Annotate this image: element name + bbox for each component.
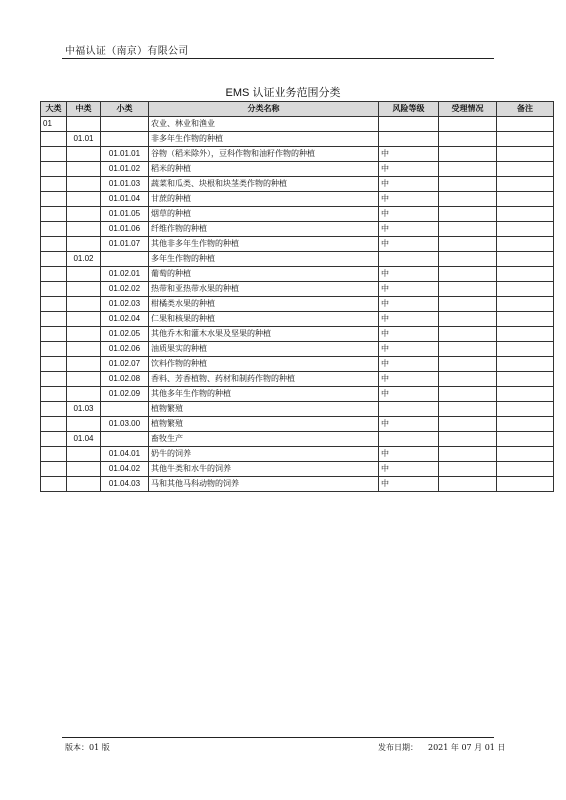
table-row [41, 237, 554, 252]
major-category-cell [41, 297, 67, 312]
middle-category-cell [67, 267, 101, 282]
major-category-cell [41, 267, 67, 282]
table-row [41, 432, 554, 447]
remarks-cell [497, 432, 554, 447]
remarks-cell [497, 342, 554, 357]
acceptance-status-cell [439, 372, 497, 387]
risk-level-cell: 中 [379, 267, 439, 282]
middle-category-cell [67, 117, 101, 132]
minor-category-cell [101, 117, 149, 132]
header-major-category: 大类 [41, 102, 67, 117]
table-row [41, 222, 554, 237]
middle-category-cell [67, 462, 101, 477]
risk-level-cell: 中 [379, 447, 439, 462]
table-row [41, 252, 554, 267]
middle-category-cell: 01.04 [67, 432, 101, 447]
category-name-cell: 其他牛类和水牛的饲养 [149, 462, 379, 477]
remarks-cell [497, 402, 554, 417]
table-row [41, 147, 554, 162]
minor-category-cell: 01.04.02 [101, 462, 149, 477]
middle-category-cell [67, 417, 101, 432]
table-row [41, 162, 554, 177]
acceptance-status-cell [439, 192, 497, 207]
release-date-value: 2021 年 07 月 01 日 [428, 743, 506, 752]
remarks-cell [497, 132, 554, 147]
major-category-cell [41, 222, 67, 237]
remarks-cell [497, 297, 554, 312]
middle-category-cell [67, 147, 101, 162]
middle-category-cell [67, 192, 101, 207]
acceptance-status-cell [439, 462, 497, 477]
major-category-cell [41, 237, 67, 252]
table-row [41, 327, 554, 342]
risk-level-cell: 中 [379, 327, 439, 342]
risk-level-cell [379, 252, 439, 267]
major-category-cell [41, 207, 67, 222]
acceptance-status-cell [439, 207, 497, 222]
acceptance-status-cell [439, 237, 497, 252]
remarks-cell [497, 372, 554, 387]
minor-category-cell: 01.02.02 [101, 282, 149, 297]
middle-category-cell: 01.03 [67, 402, 101, 417]
risk-level-cell: 中 [379, 462, 439, 477]
category-name-cell: 马和其他马科动物的饲养 [149, 477, 379, 492]
remarks-cell [497, 477, 554, 492]
table-row [41, 342, 554, 357]
acceptance-status-cell [439, 357, 497, 372]
category-name-cell: 热带和亚热带水果的种植 [149, 282, 379, 297]
major-category-cell [41, 192, 67, 207]
minor-category-cell: 01.02.04 [101, 312, 149, 327]
risk-level-cell: 中 [379, 192, 439, 207]
major-category-cell [41, 462, 67, 477]
table-row [41, 312, 554, 327]
major-category-cell [41, 357, 67, 372]
remarks-cell [497, 222, 554, 237]
category-name-cell: 多年生作物的种植 [149, 252, 379, 267]
risk-level-cell: 中 [379, 282, 439, 297]
risk-level-cell: 中 [379, 147, 439, 162]
document-title: EMS 认证业务范围分类 [225, 87, 341, 99]
release-date-label: 发布日期： [378, 743, 418, 752]
header-remarks: 备注 [497, 102, 554, 117]
acceptance-status-cell [439, 327, 497, 342]
header-minor-category: 小类 [101, 102, 149, 117]
risk-level-cell [379, 117, 439, 132]
footer-divider [62, 737, 494, 738]
category-name-cell: 饮料作物的种植 [149, 357, 379, 372]
acceptance-status-cell [439, 267, 497, 282]
major-category-cell [41, 132, 67, 147]
minor-category-cell: 01.02.07 [101, 357, 149, 372]
category-name-cell: 谷物（稻米除外），豆科作物和油籽作物的种植 [149, 147, 379, 162]
middle-category-cell [67, 372, 101, 387]
major-category-cell [41, 402, 67, 417]
category-name-cell: 烟草的种植 [149, 207, 379, 222]
risk-level-cell: 中 [379, 222, 439, 237]
remarks-cell [497, 417, 554, 432]
acceptance-status-cell [439, 312, 497, 327]
header-acceptance-status: 受理情况 [439, 102, 497, 117]
category-name-cell: 稻米的种植 [149, 162, 379, 177]
acceptance-status-cell [439, 417, 497, 432]
risk-level-cell: 中 [379, 342, 439, 357]
minor-category-cell: 01.01.03 [101, 177, 149, 192]
remarks-cell [497, 252, 554, 267]
header-middle-category: 中类 [67, 102, 101, 117]
category-name-cell: 纤维作物的种植 [149, 222, 379, 237]
acceptance-status-cell [439, 342, 497, 357]
acceptance-status-cell [439, 132, 497, 147]
major-category-cell [41, 342, 67, 357]
middle-category-cell [67, 177, 101, 192]
major-category-cell [41, 372, 67, 387]
category-name-cell: 葡萄的种植 [149, 267, 379, 282]
category-name-cell: 仁果和核果的种植 [149, 312, 379, 327]
category-name-cell: 甘蔗的种植 [149, 192, 379, 207]
category-name-cell: 柑橘类水果的种植 [149, 297, 379, 312]
version-label: 版本：01 版 [65, 743, 110, 752]
acceptance-status-cell [439, 402, 497, 417]
major-category-cell [41, 282, 67, 297]
remarks-cell [497, 327, 554, 342]
risk-level-cell [379, 132, 439, 147]
remarks-cell [497, 267, 554, 282]
header-divider [62, 58, 494, 59]
minor-category-cell: 01.02.09 [101, 387, 149, 402]
table-row [41, 372, 554, 387]
scope-classification-table [40, 101, 554, 492]
risk-level-cell [379, 432, 439, 447]
acceptance-status-cell [439, 477, 497, 492]
table-row [41, 357, 554, 372]
major-category-cell [41, 432, 67, 447]
acceptance-status-cell [439, 447, 497, 462]
category-name-cell: 其他多年生作物的种植 [149, 387, 379, 402]
table-header-row [41, 102, 554, 117]
major-category-cell [41, 177, 67, 192]
table-row [41, 297, 554, 312]
header-category-name: 分类名称 [149, 102, 379, 117]
risk-level-cell: 中 [379, 357, 439, 372]
major-category-cell [41, 162, 67, 177]
minor-category-cell: 01.01.06 [101, 222, 149, 237]
table-row [41, 207, 554, 222]
minor-category-cell [101, 402, 149, 417]
major-category-cell [41, 477, 67, 492]
acceptance-status-cell [439, 117, 497, 132]
remarks-cell [497, 462, 554, 477]
category-name-cell: 农业、林业和渔业 [149, 117, 379, 132]
remarks-cell [497, 312, 554, 327]
acceptance-status-cell [439, 162, 497, 177]
major-category-cell [41, 147, 67, 162]
middle-category-cell [67, 237, 101, 252]
minor-category-cell [101, 252, 149, 267]
table-row [41, 462, 554, 477]
minor-category-cell: 01.04.01 [101, 447, 149, 462]
remarks-cell [497, 282, 554, 297]
table-row [41, 282, 554, 297]
middle-category-cell [67, 327, 101, 342]
company-header: 中福认证（南京）有限公司 [65, 46, 189, 57]
header-risk-level: 风险等级 [379, 102, 439, 117]
release-info [378, 742, 505, 753]
major-category-cell [41, 252, 67, 267]
risk-level-cell: 中 [379, 372, 439, 387]
risk-level-cell: 中 [379, 297, 439, 312]
remarks-cell [497, 162, 554, 177]
major-category-cell [41, 417, 67, 432]
middle-category-cell [67, 357, 101, 372]
acceptance-status-cell [439, 147, 497, 162]
minor-category-cell: 01.03.00 [101, 417, 149, 432]
table-row [41, 267, 554, 282]
table-row [41, 447, 554, 462]
table-row [41, 387, 554, 402]
remarks-cell [497, 237, 554, 252]
middle-category-cell [67, 162, 101, 177]
risk-level-cell: 中 [379, 477, 439, 492]
table-row [41, 477, 554, 492]
category-name-cell: 油质果实的种植 [149, 342, 379, 357]
remarks-cell [497, 207, 554, 222]
acceptance-status-cell [439, 387, 497, 402]
category-name-cell: 其他乔木和灌木水果及坚果的种植 [149, 327, 379, 342]
risk-level-cell [379, 402, 439, 417]
acceptance-status-cell [439, 282, 497, 297]
minor-category-cell: 01.01.02 [101, 162, 149, 177]
category-name-cell: 奶牛的饲养 [149, 447, 379, 462]
minor-category-cell: 01.01.04 [101, 192, 149, 207]
risk-level-cell: 中 [379, 237, 439, 252]
table-row [41, 177, 554, 192]
table-row [41, 417, 554, 432]
risk-level-cell: 中 [379, 387, 439, 402]
remarks-cell [497, 387, 554, 402]
minor-category-cell: 01.04.03 [101, 477, 149, 492]
middle-category-cell [67, 387, 101, 402]
middle-category-cell [67, 342, 101, 357]
minor-category-cell: 01.02.06 [101, 342, 149, 357]
acceptance-status-cell [439, 252, 497, 267]
category-name-cell: 植物繁殖 [149, 402, 379, 417]
remarks-cell [497, 192, 554, 207]
risk-level-cell: 中 [379, 162, 439, 177]
major-category-cell [41, 312, 67, 327]
minor-category-cell: 01.02.01 [101, 267, 149, 282]
remarks-cell [497, 117, 554, 132]
category-name-cell: 畜牧生产 [149, 432, 379, 447]
minor-category-cell [101, 432, 149, 447]
table-row [41, 192, 554, 207]
remarks-cell [497, 357, 554, 372]
middle-category-cell [67, 447, 101, 462]
middle-category-cell [67, 207, 101, 222]
middle-category-cell [67, 282, 101, 297]
minor-category-cell: 01.02.05 [101, 327, 149, 342]
minor-category-cell: 01.02.08 [101, 372, 149, 387]
risk-level-cell: 中 [379, 207, 439, 222]
remarks-cell [497, 177, 554, 192]
middle-category-cell [67, 477, 101, 492]
middle-category-cell [67, 222, 101, 237]
minor-category-cell [101, 132, 149, 147]
minor-category-cell: 01.01.05 [101, 207, 149, 222]
table-row [41, 117, 554, 132]
remarks-cell [497, 147, 554, 162]
category-name-cell: 非多年生作物的种植 [149, 132, 379, 147]
acceptance-status-cell [439, 222, 497, 237]
risk-level-cell: 中 [379, 312, 439, 327]
major-category-cell: 01 [41, 117, 67, 132]
middle-category-cell: 01.02 [67, 252, 101, 267]
category-name-cell: 其他非多年生作物的种植 [149, 237, 379, 252]
risk-level-cell: 中 [379, 417, 439, 432]
category-name-cell: 植物繁殖 [149, 417, 379, 432]
major-category-cell [41, 387, 67, 402]
major-category-cell [41, 447, 67, 462]
category-name-cell: 香料、芳香植物、药材和制药作物的种植 [149, 372, 379, 387]
table-row [41, 132, 554, 147]
middle-category-cell [67, 297, 101, 312]
table-row [41, 402, 554, 417]
risk-level-cell: 中 [379, 177, 439, 192]
acceptance-status-cell [439, 432, 497, 447]
acceptance-status-cell [439, 297, 497, 312]
minor-category-cell: 01.01.07 [101, 237, 149, 252]
minor-category-cell: 01.02.03 [101, 297, 149, 312]
remarks-cell [497, 447, 554, 462]
acceptance-status-cell [439, 177, 497, 192]
minor-category-cell: 01.01.01 [101, 147, 149, 162]
middle-category-cell: 01.01 [67, 132, 101, 147]
major-category-cell [41, 327, 67, 342]
middle-category-cell [67, 312, 101, 327]
category-name-cell: 蔬菜和瓜类、块根和块茎类作物的种植 [149, 177, 379, 192]
